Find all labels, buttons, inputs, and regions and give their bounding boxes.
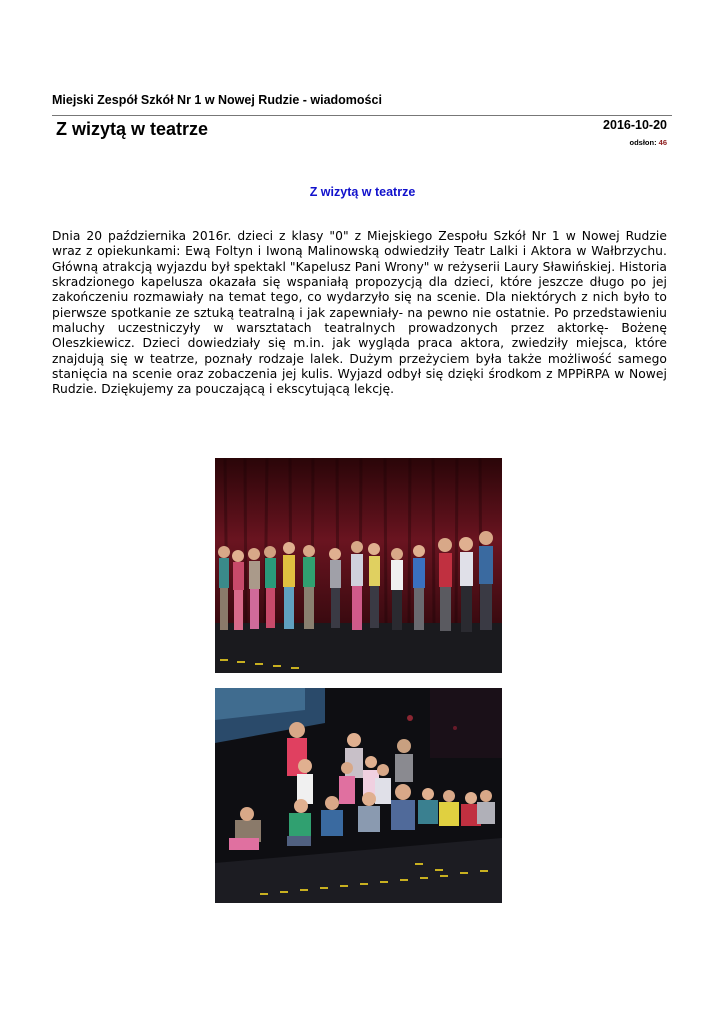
views-label: odsłon: [629, 138, 657, 147]
publish-date: 2016-10-20 [603, 118, 667, 132]
views-counter [629, 138, 667, 147]
article-subheading: Z wizytą w teatrze [309, 185, 416, 199]
photo-group-with-actress [215, 688, 502, 903]
header-divider [52, 115, 672, 116]
views-count: 46 [658, 138, 667, 147]
site-name: Miejski Zespół Szkół Nr 1 w Nowej Rudzie - wiadomości [52, 93, 382, 107]
photo-children-on-stage-curtain [215, 458, 502, 673]
article-body: Dnia 20 października 2016r. dzieci z klasy "0" z Miejskiego Zespołu Szkół Nr 1 w Nowej Rudzie wraz z opiekunkami: Ewą Foltyn i Iwoną Malinowską odwiedziły Teatr Lalki i Aktora w Wałbrzychu. Główną atrakcją wyjazdu był spektakl "Kapelusz Pani Wrony" w reżyserii Laury Sławińskiej. Historia skradzionego kapelusza okazała się wspaniałą propozycją dla dzieci, które jeszcze długo po jej zakończeniu rozmawiały na temat tego, co wydarzyło się na scenie. Dla niektórych z nich było to pierwsze spotkanie ze sztuką teatralną i jak zapewniały- na pewno nie ostatnie. Po przedstawieniu maluchy uczestniczyły w warsztatach teatralnych prowadzonych przez aktorkę- Bożenę Oleszkiewicz. Dzieci dowiedziały się m.in. jak wygląda praca aktora, zwiedziły miejsca, które znajdują się w teatrze, poznały rodzaje lalek. Dużym przeżyciem była także możliwość samego stanięcia na scenie oraz zobaczenia jej kulis. Wyjazd odbył się dzięki środkom z MPPiRPA w Nowej Rudzie. Dziękujemy za pouczającą i ekscytującą lekcję. [52, 229, 667, 397]
article-title: Z wizytą w teatrze [56, 119, 209, 139]
